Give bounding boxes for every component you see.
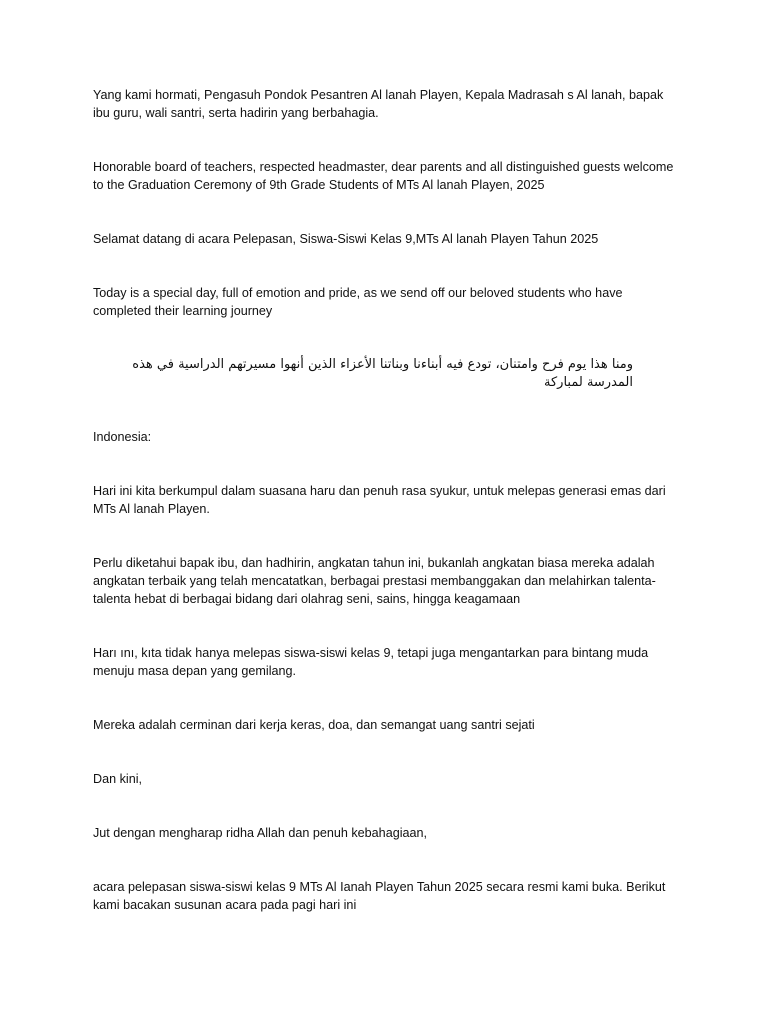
paragraph-greeting-english: Honorable board of teachers, respected headmaster, dear parents and all distinguished guests welcome to the Graduation Ceremony of 9th Grade Students of MTs Al lanah Playen, 2025 — [93, 160, 674, 192]
paragraph-opening: acara pelepasan siswa-siswi kelas 9 MTs Al Ianah Playen Tahun 2025 secara resmi kami buka. Berikut kami bacakan susunan acara pada pagi hari ini — [93, 880, 666, 912]
paragraph-future: Harı ını, kıta tidak hanya melepas siswa-siswi kelas 9, tetapi juga mengantarkan para bintang muda menuju masa depan yang gemilang. — [93, 646, 649, 678]
paragraph-special-day-english: Today is a special day, full of emotion and pride, as we send off our beloved students who have completed their learning journey — [93, 286, 623, 318]
paragraph-greeting-indonesian: Yang kami hormati, Pengasuh Pondok Pesantren Al lanah Playen, Kepala Madrasah s Al lanah, bapak ibu guru, wali santri, serta hadirin yang berbahagia. — [93, 88, 664, 120]
paragraph-gathering: Hari ini kita berkumpul dalam suasana haru dan penuh rasa syukur, untuk melepas generasi emas dari MTs Al lanah Playen. — [93, 484, 666, 516]
paragraph-and-now: Dan kini, — [93, 772, 142, 786]
paragraph-blessing: Jut dengan mengharap ridha Allah dan penuh kebahagiaan, — [93, 826, 428, 840]
paragraph-reflection: Mereka adalah cerminan dari kerja keras, doa, dan semangat uang santri sejati — [93, 718, 535, 732]
document-body — [93, 86, 675, 950]
paragraph-special-day-arabic: ومنا هذا يوم فرح وامتنان، تودع فيه أبناءنا وبناتنا الأعزاء الذين أنهوا مسيرتهم الدراسية في هذه المدرسة لمباركة — [132, 357, 633, 390]
paragraph-achievements: Perlu diketahui bapak ibu, dan hadhirin, angkatan tahun ini, bukanlah angkatan biasa mereka adalah angkatan terbaik yang telah mencatatkan, berbagai prestasi membanggakan dan melahirkan talenta-talenta hebat di berbagai bidang dari olahrag seni, sains, hingga keagamaan — [93, 556, 656, 606]
paragraph-section-label-indonesia: Indonesia: — [93, 430, 152, 444]
paragraph-welcome-indonesian: Selamat datang di acara Pelepasan, Siswa-Siswi Kelas 9,MTs Al lanah Playen Tahun 2025 — [93, 232, 599, 246]
